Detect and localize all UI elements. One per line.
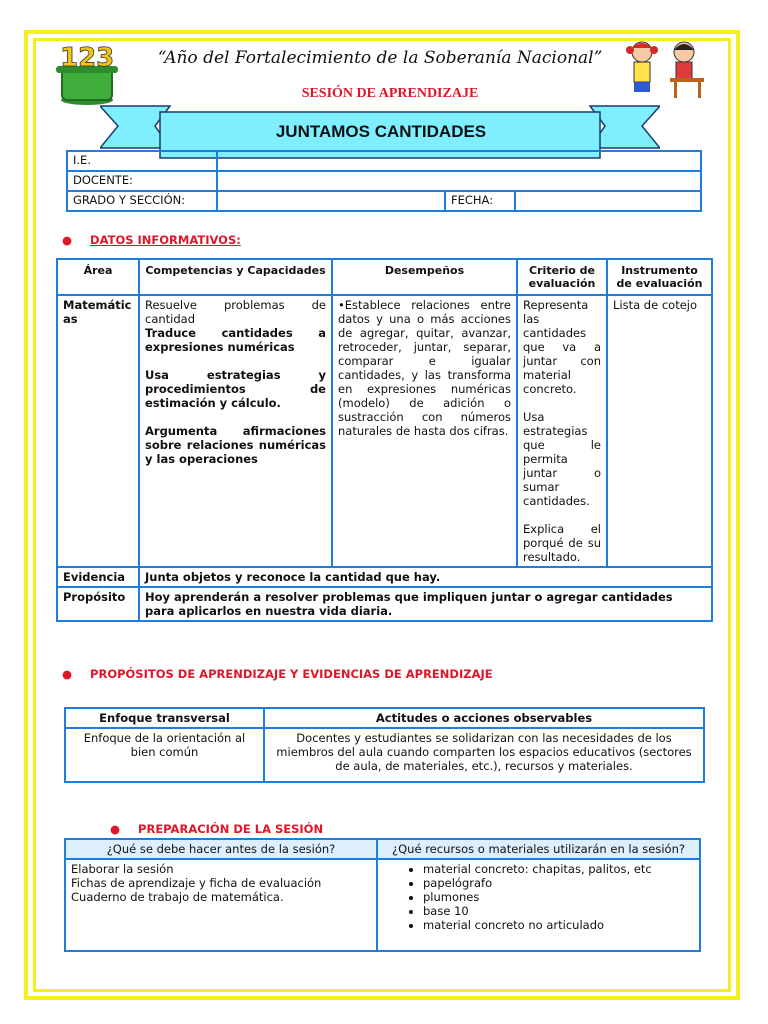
actitudes-cell: Docentes y estudiantes se solidarizan con las necesidades de los miembros del aula cuando comparten los espacios educativos (sectores de aula, de materiales, etc.), recursos y materiales. [264,728,704,782]
antes-item: Fichas de aprendizaje y ficha de evaluación [71,876,322,890]
session-label: SESIÓN DE APRENDIZAJE [301,86,479,101]
header-desempenos: Desempeños [332,259,517,295]
section-datos-label: DATOS INFORMATIVOS: [90,233,241,247]
section-datos: ● DATOS INFORMATIVOS: [62,233,241,247]
section-propositos: ● PROPÓSITOS DE APRENDIZAJE Y EVIDENCIAS DE APRENDIZAJE [62,667,493,681]
competencia-text: Resuelve problemas de cantidad [145,298,326,326]
capacidad-2: Usa estrategias y procedimientos de estimación y cálculo. [145,368,326,410]
antes-header: ¿Qué se debe hacer antes de la sesión? [65,839,377,859]
recurso-item: • papelógrafo [423,876,694,890]
header-criterio: Criterio de evaluación [517,259,607,295]
grado-value[interactable] [217,191,445,211]
recurso-item: • material concreto no articulado [423,918,694,932]
capacidad-3: Argumenta afirmaciones sobre relaciones numéricas y las operaciones [145,424,326,466]
section-preparacion: ● PREPARACIÓN DE LA SESIÓN [110,822,324,836]
antes-item: Elaborar la sesión [71,862,174,876]
info-table [66,150,702,212]
fecha-label: FECHA: [445,191,515,211]
recurso-item: • plumones [423,890,694,904]
preparacion-table [64,838,701,952]
antes-item: Cuaderno de trabajo de matemática. [71,890,284,904]
year-title: “Año del Fortalecimiento de la Soberanía Nacional” [157,48,603,68]
recurso-item: • material concreto: chapitas, palitos, etc [423,862,694,876]
numbers-pot-logo [52,40,122,106]
evidencia-label: Evidencia [57,567,139,587]
capacidad-1: Traduce cantidades a expresiones numéricas [145,326,326,354]
banner-title: JUNTAMOS CANTIDADES [275,122,487,141]
evidencia-value: Junta objetos y reconoce la cantidad que hay. [139,567,712,587]
recursos-cell [377,859,700,951]
competencias-table [56,258,713,622]
docente-label: DOCENTE: [67,171,217,191]
enfoque-table [64,707,705,783]
criterio-3: Explica el porqué de su resultado. [523,522,601,564]
ie-value[interactable] [217,151,701,171]
grado-label: GRADO Y SECCIÓN: [67,191,217,211]
competencias-cell [139,295,332,567]
header-instrumento: Instrumento de evaluación [607,259,712,295]
instrumento-cell: Lista de cotejo [607,295,712,567]
area-cell: Matemáticas [57,295,139,567]
enfoque-header: Enfoque transversal [65,708,264,728]
proposito-label: Propósito [57,587,139,621]
proposito-value: Hoy aprenderán a resolver problemas que impliquen juntar o agregar cantidades para aplicarlos en nuestra vida diaria. [139,587,712,621]
actitudes-header: Actitudes o acciones observables [264,708,704,728]
criterio-1: Representa las cantidades que va a juntar con material concreto. [523,298,601,396]
recursos-header: ¿Qué recursos o materiales utilizarán en la sesión? [377,839,700,859]
fecha-value[interactable] [515,191,701,211]
students-illustration [622,38,712,100]
section-preparacion-label: PREPARACIÓN DE LA SESIÓN [138,822,324,836]
header-area: Área [57,259,139,295]
recurso-item: • base 10 [423,904,694,918]
antes-cell [65,859,377,951]
criterio-cell [517,295,607,567]
header-competencias: Competencias y Capacidades [139,259,332,295]
enfoque-cell: Enfoque de la orientación al bien común [65,728,264,782]
docente-value[interactable] [217,171,701,191]
section-propositos-label: PROPÓSITOS DE APRENDIZAJE Y EVIDENCIAS DE APRENDIZAJE [90,667,493,681]
logo-digits: 123 [60,43,115,73]
ie-label: I.E. [67,151,217,171]
criterio-2: Usa estrategias que le permita juntar o sumar cantidades. [523,410,601,508]
desempeno-cell: •Establece relaciones entre datos y una o más acciones de agregar, quitar, avanzar, retroceder, juntar, separar, comparar e igualar cantidades, y las transforma en expresiones numéricas (modelo) de adición o sustracción con números naturales de hasta dos cifras. [332,295,517,567]
recursos-list [383,862,694,932]
